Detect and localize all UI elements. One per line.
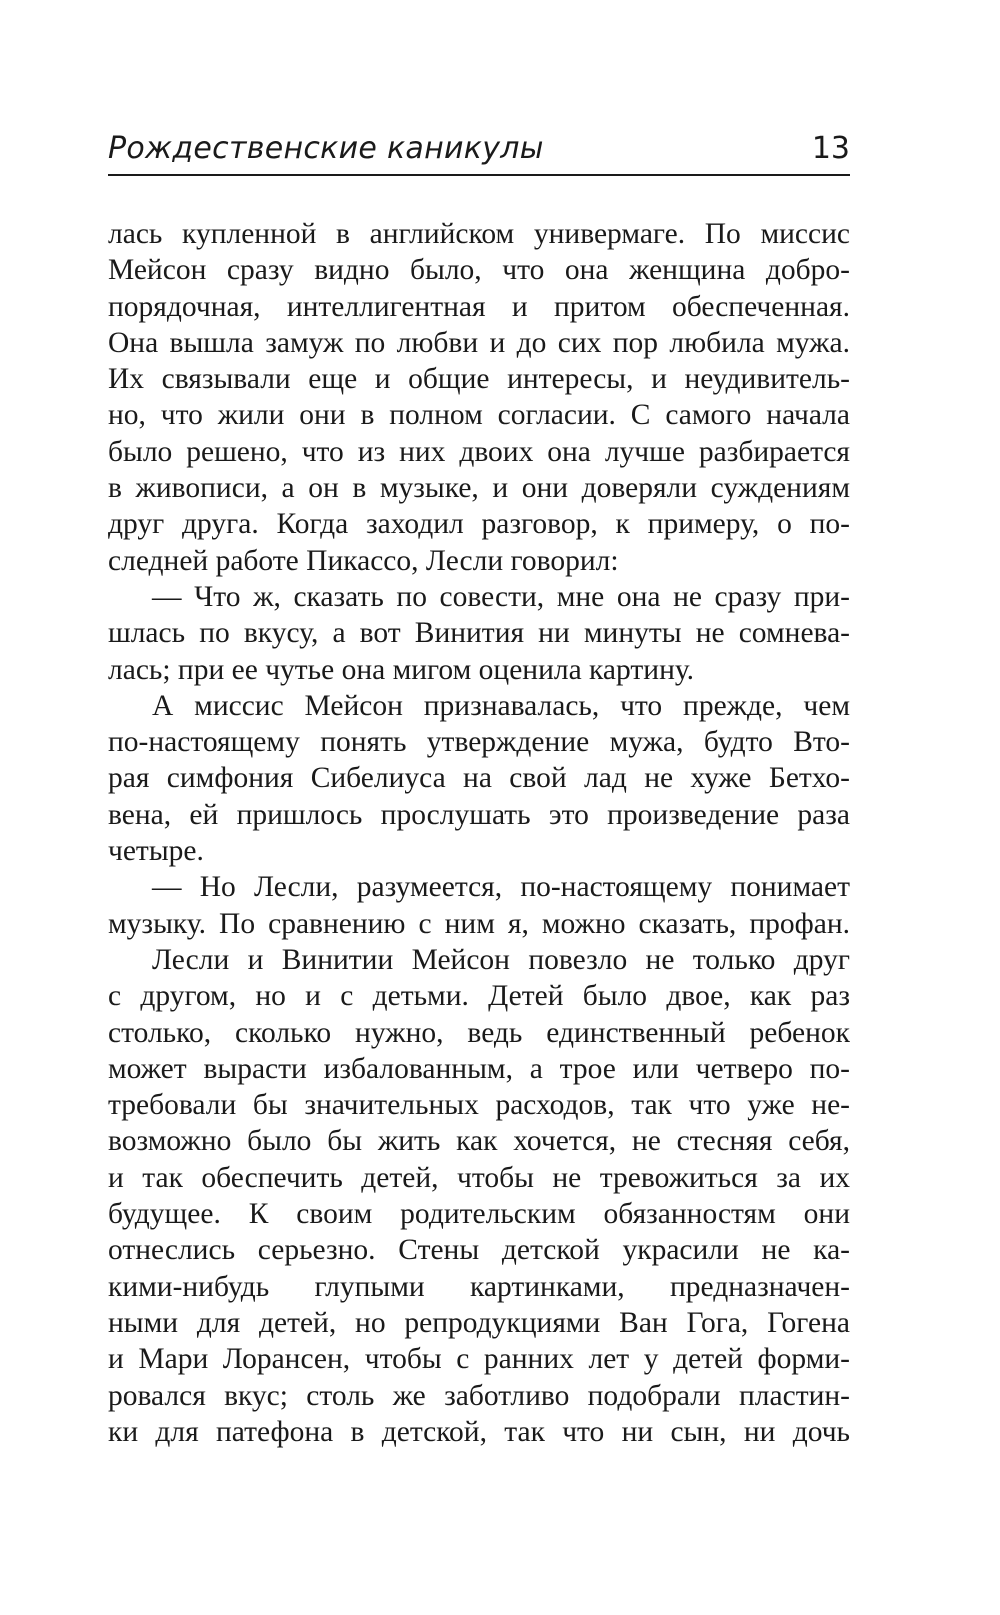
page-number: 13	[811, 131, 850, 166]
text-line: порядочная, интеллигентная и притом обеспеченная.	[108, 290, 850, 323]
running-title: Рождественские каникулы	[108, 131, 544, 166]
text-line: Мейсон сразу видно было, что она женщина добро-	[108, 254, 850, 287]
text-line: требовали бы значительных расходов, так что уже не-	[108, 1089, 850, 1122]
text-line: возможно было бы жить как хочется, не стесняя себя,	[108, 1125, 850, 1158]
text-line: может вырасти избалованным, а трое или четверо по-	[108, 1052, 850, 1085]
text-line: отнеслись серьезно. Стены детской украсили не ка-	[108, 1234, 850, 1267]
text-line: друг друга. Когда заходил разговор, к примеру, о по-	[108, 508, 850, 541]
text-line: столько, сколько нужно, ведь единственный ребенок	[108, 1016, 850, 1049]
text-line: ки для патефона в детской, так что ни сын, ни дочь	[108, 1415, 850, 1448]
body-text	[108, 216, 850, 1450]
text-line: и Мари Лорансен, чтобы с ранних лет у детей форми-	[108, 1343, 850, 1376]
text-line: и так обеспечить детей, чтобы не тревожиться за их	[108, 1161, 850, 1194]
text-line: по-настоящему понять утверждение мужа, будто Вто-	[108, 726, 850, 759]
text-line: кими-нибудь глупыми картинками, предназначен-	[108, 1270, 850, 1303]
text-line: в живописи, а он в музыке, и они доверяли суждениям	[108, 472, 850, 505]
text-line: но, что жили они в полном согласии. С самого начала	[108, 399, 850, 432]
text-line: четыре.	[108, 835, 204, 868]
text-line: музыку. По сравнению с ним я, можно сказать, профан.	[108, 907, 850, 940]
text-line: Их связывали еще и общие интересы, и неудивитель-	[108, 363, 850, 396]
text-line: шлась по вкусу, а вот Винития ни минуты не сомнева-	[108, 617, 850, 650]
text-line: Она вышла замуж по любви и до сих пор любила мужа.	[108, 326, 850, 359]
text-line: вена, ей пришлось прослушать это произведение раза	[108, 798, 850, 831]
running-head	[108, 128, 850, 176]
text-line: с другом, но и с детьми. Детей было двое, как раз	[108, 980, 850, 1013]
text-line: — Но Лесли, разумеется, по-настоящему понимает	[152, 871, 850, 904]
text-line: будущее. К своим родительским обязанностям они	[108, 1198, 850, 1231]
text-line: Лесли и Винитии Мейсон повезло не только друг	[152, 943, 850, 976]
text-line: ными для детей, но репродукциями Ван Гога, Гогена	[108, 1306, 850, 1339]
text-line: рая симфония Сибелиуса на свой лад не хуже Бетхо-	[108, 762, 850, 795]
text-line: лась; при ее чутье она мигом оценила картину.	[108, 653, 695, 686]
text-line: А миссис Мейсон признавалась, что прежде, чем	[152, 689, 850, 722]
text-line: ровался вкус; столь же заботливо подобрали пластин-	[108, 1379, 850, 1412]
text-line: было решено, что из них двоих она лучше разбирается	[108, 435, 850, 468]
text-line: лась купленной в английском универмаге. По миссис	[108, 218, 850, 250]
text-line: — Что ж, сказать по совести, мне она не сразу при-	[152, 580, 850, 613]
text-line: следней работе Пикассо, Лесли говорил:	[108, 544, 619, 577]
